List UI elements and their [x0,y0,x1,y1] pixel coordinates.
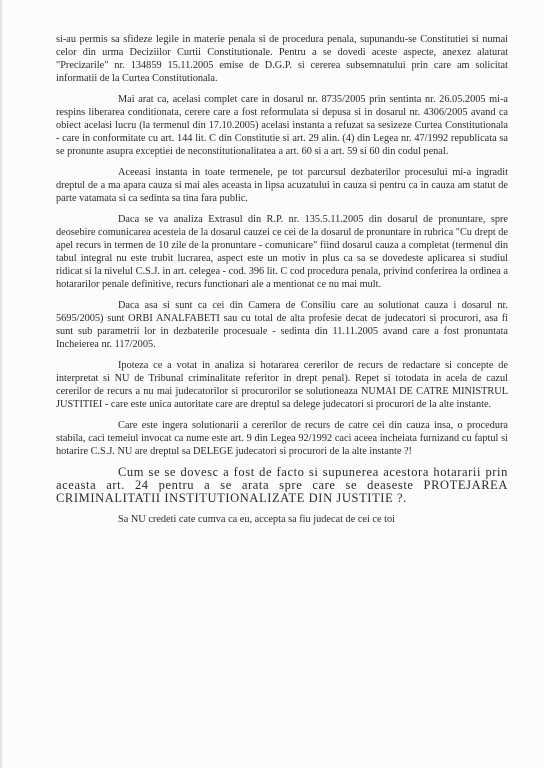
paragraph-6: Ipoteza ce a votat in analiza si hotararea cererilor de recurs de redactare si concepte de interpretat si NU de Tribunal criminalitate referitor in drept penal). Repet si totodata in acela de cazul cererilor de recurs a nu mai judecatorilor si procurorilor se solutioneaza NUMAI DE CATRE MINISTRUL JUSTITIEI - care este unica autoritate care are dreptul sa delege judecatori si procurori de la alte instante. [56,360,508,410]
paragraph-8: Cum se se dovesc a fost de facto si supunerea acestora hotararii prin aceasta art. 24 pentru a se arata spre care se deaseste PROTEJAREA CRIMINALITATII INSTITUTIONALIZATE DIN JUSTITIE ?. [56,465,508,505]
paragraph-5: Daca asa si sunt ca cei din Camera de Consiliu care au solutionat cauza i dosarul nr. 5695/2005) sunt ORBI ANALFABETI sau cu total de alta profesie decat de judecatori si procurori, asa fi sunt sub parametrii lor in dezbaterile procesuale - sedinta din 11.11.2005 avand care a fost pronuntata Incheierea nr. 117/2005. [56,300,508,350]
scan-edge-shadow [0,0,3,768]
paragraph-1: si-au permis sa sfideze legile in materie penala si de procedura penala, supunandu-se Constitutiei si numai celor din urma Deciziilor Curtii Constitutionale. Pentru a se dovedi aceste aspecte, anexez alaturat "Precizarile" nr. 134859 15.11.2005 emise de D.G.P. si cererea subsemnatului prin care am solicitat informatii de la Curtea Constitutionala. [56,34,508,84]
paragraph-2: Mai arat ca, acelasi complet care in dosarul nr. 8735/2005 prin sentinta nr. 26.05.2005 mi-a respins liberarea conditionata, cerere care a fost reformulata si depusa si in dosarul nr. 4306/2005 avand ca obiect acelasi lucru (la termenul din 17.10.2005) acelasi instanta a refuzat sa sesizeze Curtea Constitutionala - care in conformitate cu art. 144 lit. C din Constitutie si art. 29 alin. (4) din Legea nr. 47/1992 republicata sa se pronunte asupra exceptiei de neconstitutionalitatea a art. 60 si a art. 59 si 60 din codul penal. [56,94,508,157]
paragraph-3: Aceeasi instanta in toate termenele, pe tot parcursul dezbaterilor procesului mi-a ingradit dreptul de a ma apara cauza si mai ales aceasta in lipsa acuzatului in cauza si pentru ca in cauza am statut de parte vatamata si ca sedinta sa tina fara public. [56,167,508,204]
paragraph-9: Sa NU credeti cate cumva ca eu, accepta sa fiu judecat de cei ce toi [118,514,396,525]
paragraph-4: Daca se va analiza Extrasul din R.P. nr. 135.5.11.2005 din dosarul de pronuntare, spre deosebire comunicarea acesteia de la dosarul cauzei ce cei de la dosarul de pronuntare in rubrica "Cu drept de apel recurs in termen de 10 zile de la pronuntare - comunicare" fiind dosarul cauza a completat (termenul din tabul integral nu este trubit lucrarea, aspect este un motiv in plus ca sa se dovedeste aplicarea si studiul ridicat si la nivelul C.S.J. in art. celegea - cod. 396 lit. C cod procedura penala, privind conferirea la ordinea a hotararilor penale definitive, recurs functionari ale a mentionat ce nu mai mult. [56,214,508,290]
paragraph-7: Care este ingera solutionarii a cererilor de recurs de catre cei din cauza insa, o procedura stabila, caci temeiul invocat ca nume este art. 9 din Legea 92/1992 caci aceea incheiata furnizand cu faptul si hotarire C.S.J. NU are dreptul sa DELEGE judecatori si procurori de la alte instante ?! [56,420,508,457]
document-body [56,33,508,534]
